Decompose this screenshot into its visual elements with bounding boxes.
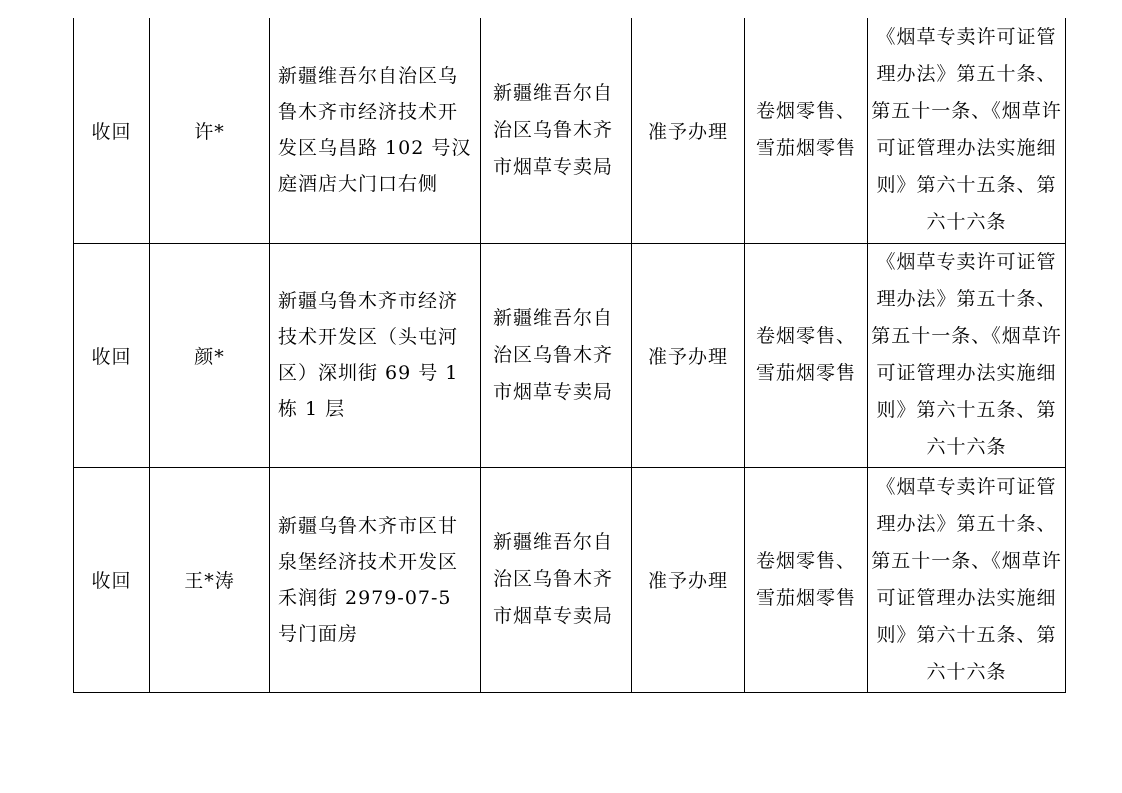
name-cell: 颜* [150,243,270,467]
scope-cell: 卷烟零售、雪茄烟零售 [745,467,868,692]
result-cell: 准予办理 [632,243,745,467]
table-row [74,467,1066,692]
authority-cell: 新疆维吾尔自治区乌鲁木齐市烟草专卖局 [481,243,632,467]
address-cell: 新疆乌鲁木齐市经济技术开发区（头屯河区）深圳街 69 号 1 栋 1 层 [270,243,481,467]
result-cell: 准予办理 [632,18,745,243]
name-cell: 许* [150,18,270,243]
action-cell: 收回 [74,467,150,692]
license-revocation-table [73,18,1066,693]
address-cell: 新疆乌鲁木齐市区甘泉堡经济技术开发区禾润街 2979-07-5 号门面房 [270,467,481,692]
basis-cell: 《烟草专卖许可证管理办法》第五十条、第五十一条、《烟草许可证管理办法实施细则》第六十五条、第六十六条 [868,467,1066,692]
name-cell: 王*涛 [150,467,270,692]
basis-cell: 《烟草专卖许可证管理办法》第五十条、第五十一条、《烟草许可证管理办法实施细则》第六十五条、第六十六条 [868,18,1066,243]
authority-cell: 新疆维吾尔自治区乌鲁木齐市烟草专卖局 [481,18,632,243]
action-cell: 收回 [74,243,150,467]
scope-cell: 卷烟零售、雪茄烟零售 [745,243,868,467]
result-cell: 准予办理 [632,467,745,692]
address-cell: 新疆维吾尔自治区乌鲁木齐市经济技术开发区乌昌路 102 号汉庭酒店大门口右侧 [270,18,481,243]
table-row [74,18,1066,243]
scope-cell: 卷烟零售、雪茄烟零售 [745,18,868,243]
authority-cell: 新疆维吾尔自治区乌鲁木齐市烟草专卖局 [481,467,632,692]
basis-cell: 《烟草专卖许可证管理办法》第五十条、第五十一条、《烟草许可证管理办法实施细则》第六十五条、第六十六条 [868,243,1066,467]
table-row [74,243,1066,467]
action-cell: 收回 [74,18,150,243]
